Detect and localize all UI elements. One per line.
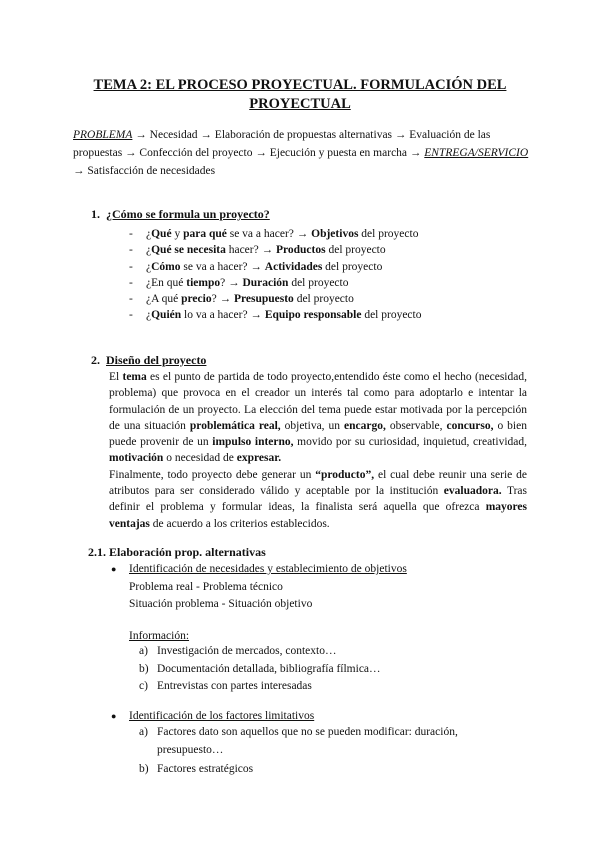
bullet-label: Identificación de los factores limitativos [129,710,315,722]
list-item: - ¿Cómo se va a hacer? → Actividades del proyecto [129,260,383,273]
list-item: - ¿En qué tiempo? → Duración del proyecto [129,276,349,289]
entrega-term: ENTREGA/SERVICIO [424,147,529,159]
problema-term: PROBLEMA [73,129,133,141]
section-1-title: ¿Cómo se formula un proyecto? [106,207,270,221]
info-label: Información: [129,630,190,642]
bullet-icon: ● [111,711,117,721]
subsection-2-1-heading: 2.1. Elaboración prop. alternativas [88,545,266,559]
list-item: - ¿Quién lo va a hacer? → Equipo responsable del proyecto [129,309,422,322]
list-item: - ¿Qué se necesita hacer? → Productos del proyecto [129,244,386,257]
list-item: - ¿A qué precio? → Presupuesto del proyecto [129,293,354,306]
bullet-icon: ● [111,564,117,574]
design-paragraphs [109,369,527,532]
factores-list [139,724,487,779]
list-item: b) Documentación detallada, bibliografía fílmica… [139,662,381,675]
bullet-label: Identificación de necesidades y establecimiento de objetivos [129,563,407,575]
title-line-1: TEMA 2: EL PROCESO PROYECTUAL. FORMULACIÓN DEL [93,77,507,93]
section-2-title: Diseño del proyecto [106,353,207,367]
bullet-necesidades [111,561,407,578]
info-list [139,643,487,696]
section-2-number: 2. [91,353,100,367]
paragraph-tema: El tema es el punto de partida de todo proyecto,entendido éste como el hecho (necesidad, problema) que provoca en el creador un interés tal como para adoptarlo e intentar la formulación de un proyecto. La elección del tema puede estar motivada por la percepción de una situación problemática real, objetiva, un encargo, observable, concurso, o bien puede provenir de un impulso interno, movido por su curiosidad, inquietud, creatividad, motivación o necesidad de expresar. [109,371,528,465]
list-item: a) Investigación de mercados, contexto… [139,645,337,657]
list-item: b) Factores estratégicos [139,763,254,775]
page-title [70,76,530,114]
list-item: - ¿Qué y para qué se va a hacer? → Objetivos del proyecto [129,228,419,240]
title-line-2: PROYECTUAL [249,96,351,112]
section-1-heading [91,207,270,222]
problem-lines: Problema real - Problema técnico Situación problema - Situación objetivo [129,581,313,610]
section-2-heading [91,353,206,368]
intro-sequence [73,126,533,180]
list-item: a) Factores dato son aquellos que no se pueden modificar: duración, presupuesto… [139,726,458,756]
bullet-factores [111,708,314,725]
section-1-number: 1. [91,207,100,221]
paragraph-producto: Finalmente, todo proyecto debe generar un “producto”, el cual debe reunir una serie de atributos para ser considerado válido y aceptable por la institución evaluadora. Tras definir el problema y formular ideas, la finalista será aquella que ofrezca mayores ventajas de acuerdo a los criterios establecidos. [109,468,527,530]
intro-seq-1: → Necesidad → Elaboración de propuestas alternativas → Evaluación de las propuestas → Confección del proyecto → Ejecución y puesta en marcha → [73,129,491,159]
intro-seq-2: → Satisfacción de necesidades [73,165,216,177]
questions-list [129,226,421,324]
list-item: c) Entrevistas con partes interesadas [139,680,312,692]
